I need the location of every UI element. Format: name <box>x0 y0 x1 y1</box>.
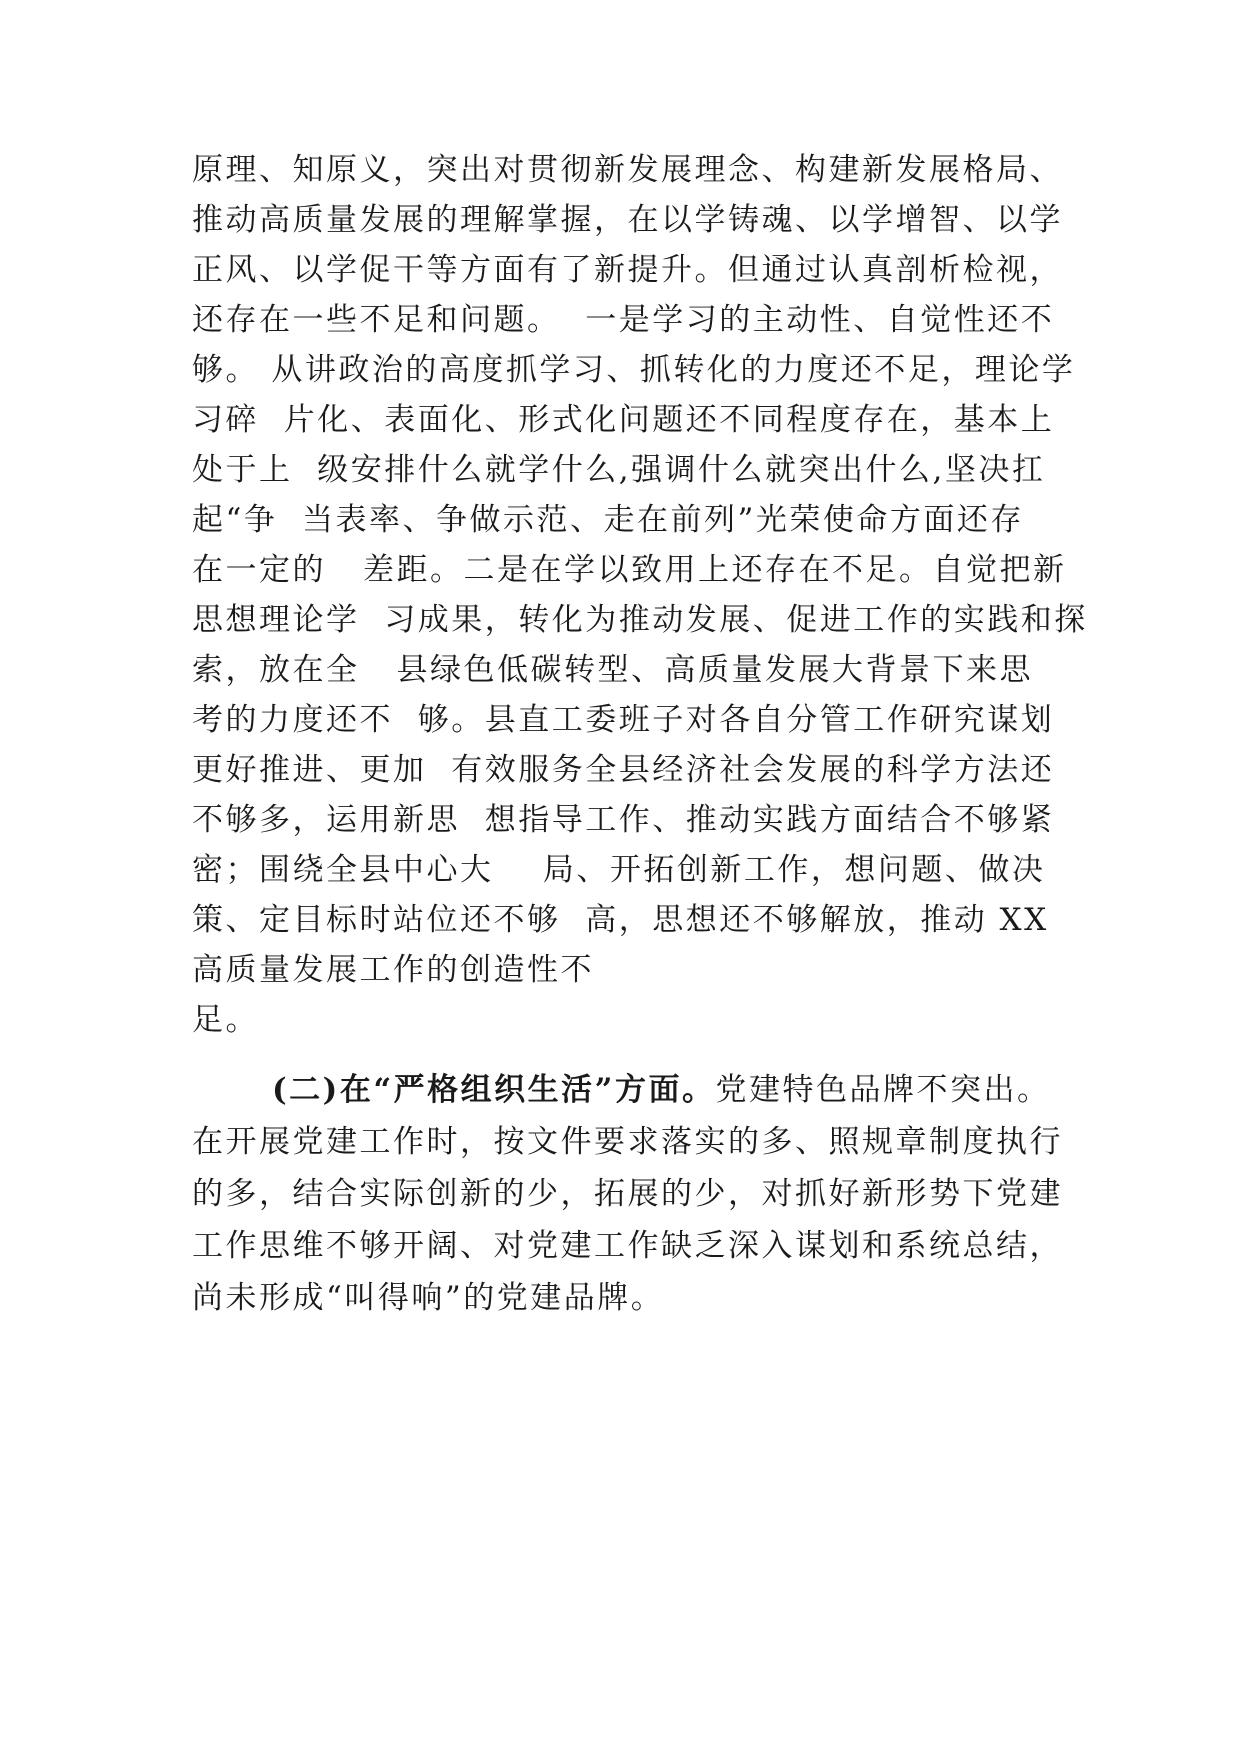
paragraph-1-line-1: 原理、知原义，突出对贯彻新发展理念、构建新发展格局、 <box>192 152 1063 188</box>
section-2-line-4: 工作思维不够开阔、对党建工作缺乏深入谋划和系统总结， <box>192 1228 1063 1264</box>
section-2-lead-text: 党建特色品牌不突出。 <box>715 1072 1051 1108</box>
paragraph-1-line-8: 起“争 当表率、争做示范、走在前列”光荣使命方面还存 <box>192 502 1024 538</box>
paragraph-1-line-5: 够。 从讲政治的高度抓学习、抓转化的力度还不足，理论学 <box>192 352 1076 388</box>
paragraph-1-line-2: 推动高质量发展的理解掌握，在以学铸魂、以学增智、以学 <box>192 202 1063 238</box>
paragraph-1-line-16: 策、定目标时站位还不够 高，思想还不够解放，推动 XX <box>192 902 1049 938</box>
paragraph-1-line-11: 索，放在全 县绿色低碳转型、高质量发展大背景下来思 <box>192 652 1034 688</box>
paragraph-1-line-3: 正风、以学促干等方面有了新提升。但通过认真剖析检视， <box>192 252 1063 288</box>
section-2-line-2: 在开展党建工作时，按文件要求落实的多、照规章制度执行 <box>192 1124 1063 1160</box>
section-2-first-line <box>272 1070 1051 1110</box>
paragraph-1-line-17: 高质量发展工作的创造性不 <box>192 952 594 988</box>
section-2-heading: (二)在“严格组织生活”方面。 <box>272 1072 716 1108</box>
paragraph-1-line-10: 思想理论学 习成果，转化为推动发展、促进工作的实践和探 <box>192 602 1088 638</box>
paragraph-1-line-7: 处于上 级安排什么就学什么,强调什么就突出什么,坚决扛 <box>192 452 1046 488</box>
paragraph-1-line-4: 还存在一些不足和问题。 一是学习的主动性、自觉性还不 <box>192 302 1055 338</box>
paragraph-1-line-6: 习碎 片化、表面化、形式化问题还不同程度存在，基本上 <box>192 402 1055 438</box>
paragraph-1-line-9: 在一定的 差距。二是在学以致用上还存在不足。自觉把新 <box>192 552 1067 588</box>
paragraph-1-line-13: 更好推进、更加 有效服务全县经济社会发展的科学方法还 <box>192 752 1055 788</box>
paragraph-1-line-18: 足。 <box>192 1002 259 1038</box>
section-2-line-3: 的多，结合实际创新的少，拓展的少，对抓好新形势下党建 <box>192 1176 1063 1212</box>
paragraph-1-line-12: 考的力度还不 够。县直工委班子对各自分管工作研究谋划 <box>192 702 1055 738</box>
paragraph-1-line-14: 不够多，运用新思 想指导工作、推动实践方面结合不够紧 <box>192 802 1055 838</box>
section-2-line-5: 尚未形成“叫得响”的党建品牌。 <box>192 1280 665 1316</box>
paragraph-1-line-15: 密；围绕全县中心大 局、开拓创新工作，想问题、做决 <box>192 852 1046 888</box>
